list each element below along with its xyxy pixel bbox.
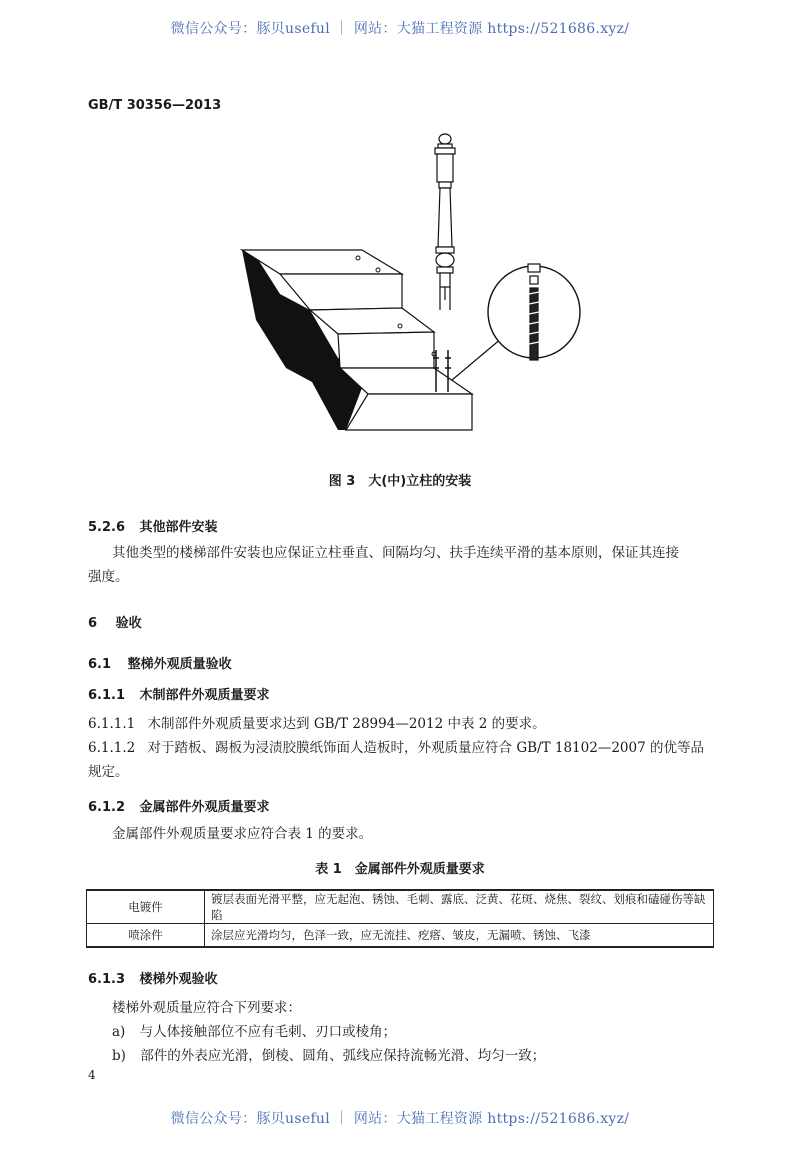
section-heading-6-1-2 [88, 796, 270, 815]
stair-step-2-riser [338, 332, 434, 368]
list-text: 与人体接触部位不应有毛刺、刃口或棱角； [139, 1024, 397, 1040]
section-heading-5-2-6 [88, 516, 218, 535]
table-cell-requirement: 镀层表面光滑平整，应无起泡、锈蚀、毛刺、露底、泛黄、花斑、烧焦、裂纹、划痕和磕碰伤等缺陷 [205, 890, 714, 924]
section-heading-6-1-3 [88, 968, 218, 987]
table-1-metal-appearance [86, 889, 714, 948]
clause-6-1-1-2 [88, 736, 704, 760]
clause-number: 6.1.1.1 [88, 716, 136, 732]
table-cell-item: 喷涂件 [87, 924, 205, 948]
section-title: 验收 [115, 616, 142, 631]
section-title: 木制部件外观质量要求 [139, 688, 270, 703]
figure-newel-post-installation [240, 132, 590, 442]
stair-illustration [240, 132, 590, 442]
figure-caption: 图 3 大(中)立柱的安装 [328, 474, 472, 489]
list-item-a [112, 1020, 396, 1044]
section-title: 其他部件安装 [139, 520, 218, 535]
clause-number: 6.1.1.2 [88, 740, 136, 756]
section-title: 金属部件外观质量要求 [139, 800, 270, 815]
watermark-bottom: 微信公众号：豚贝useful ｜ 网站：大猫工程资源 https://521686.xyz/ [170, 1111, 630, 1127]
watermark-top: 微信公众号：豚贝useful ｜ 网站：大猫工程资源 https://521686.xyz/ [170, 21, 630, 37]
section-number: 6.1.2 [88, 800, 126, 815]
table-row [87, 890, 714, 924]
section-number: 6 [88, 616, 98, 631]
newel-post [435, 134, 455, 310]
clause-text: 对于踏板、踢板为浸渍胶膜纸饰面人造板时，外观质量应符合 GB/T 18102—2007 的优等品 [147, 740, 704, 756]
stair-step-1-top [242, 250, 402, 274]
section-title: 整梯外观质量验收 [127, 657, 232, 672]
standard-code: GB/T 30356—2013 [88, 98, 222, 113]
detail-leader-line [452, 338, 502, 380]
paragraph-5-2-6-line2: 强度。 [88, 569, 129, 585]
page-number: 4 [88, 1068, 96, 1082]
list-marker: a) [112, 1024, 126, 1040]
table-cell-item: 电镀件 [87, 890, 205, 924]
section-number: 5.2.6 [88, 520, 126, 535]
list-item-b [112, 1044, 545, 1068]
table-row [87, 924, 714, 948]
section-heading-6 [88, 612, 142, 631]
clause-text: 木制部件外观质量要求达到 GB/T 28994—2012 中表 2 的要求。 [147, 716, 546, 732]
stair-step-3-riser [346, 394, 472, 430]
list-marker: b) [112, 1048, 126, 1064]
paragraph-5-2-6-line1: 其他类型的楼梯部件安装也应保证立柱垂直、间隔均匀、扶手连续平滑的基本原则，保证其连接 [112, 545, 679, 561]
clause-6-1-1-1 [88, 712, 546, 736]
table-1-title: 表 1 金属部件外观质量要求 [315, 862, 485, 877]
section-number: 6.1.3 [88, 972, 126, 987]
paragraph-6-1-2: 金属部件外观质量要求应符合表 1 的要求。 [112, 826, 373, 842]
section-number: 6.1 [88, 657, 112, 672]
threaded-rod-detail [528, 264, 540, 360]
stair-step-2-top [310, 308, 434, 334]
table-cell-requirement: 涂层应光滑均匀，色泽一致，应无流挂、疙瘩、皱皮，无漏喷、锈蚀、飞漆 [205, 924, 714, 948]
section-title: 楼梯外观验收 [139, 972, 218, 987]
paragraph-6-1-3-intro: 楼梯外观质量应符合下列要求： [112, 1000, 301, 1016]
section-number: 6.1.1 [88, 688, 126, 703]
section-heading-6-1 [88, 653, 232, 672]
section-heading-6-1-1 [88, 684, 270, 703]
clause-6-1-1-2-cont: 规定。 [88, 764, 129, 780]
list-text: 部件的外表应光滑，倒棱、圆角、弧线应保持流畅光滑、均匀一致； [140, 1048, 546, 1064]
